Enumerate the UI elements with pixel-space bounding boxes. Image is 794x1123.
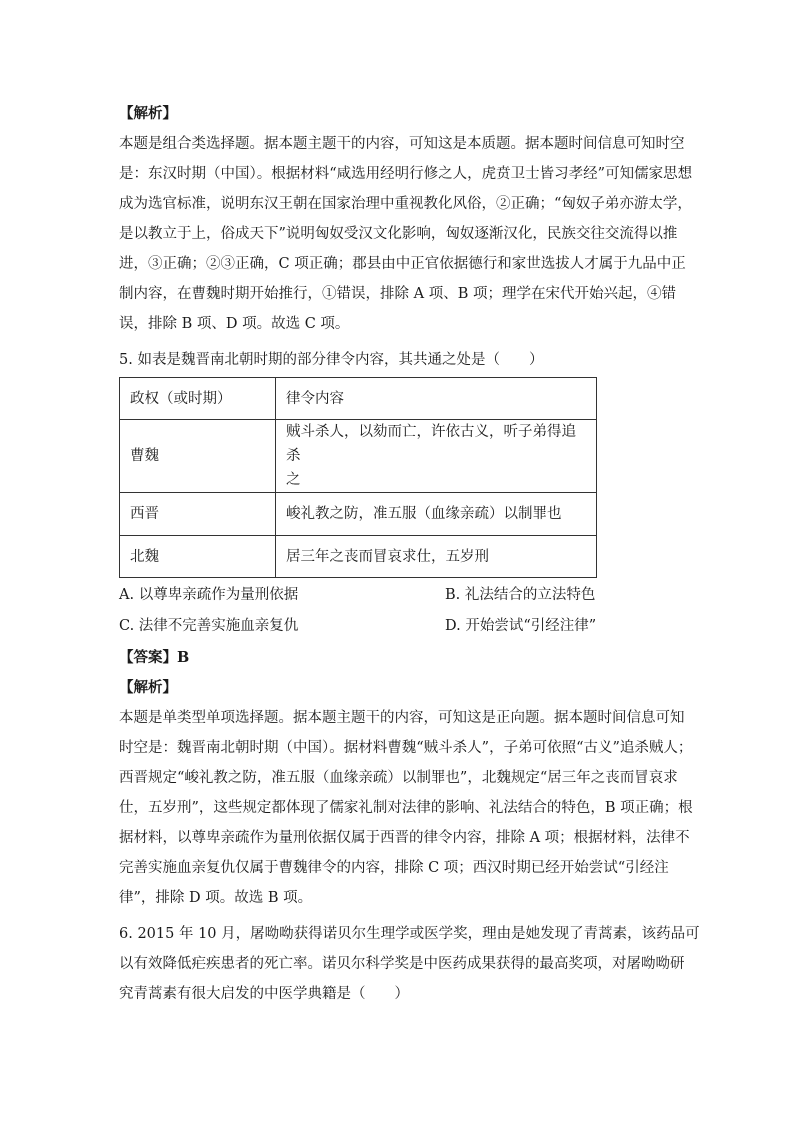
- content-cell: 居三年之丧而冒哀求仕，五岁刑: [276, 536, 597, 578]
- option-a: A. 以尊卑亲疏作为量刑依据: [119, 587, 299, 603]
- content-cell: 峻礼教之防，准五服（血缘亲疏）以制罪也: [276, 493, 597, 536]
- analysis-line: 进，③正确；②③正确，C 项正确；郡县由中正官依据德行和家世选拔人才属于九品中正: [119, 256, 686, 272]
- analysis-line: 制内容，在曹魏时期开始推行，①错误，排除 A 项、B 项；理学在宋代开始兴起，④错: [119, 286, 676, 302]
- option-b: B. 礼法结合的立法特色: [445, 587, 596, 603]
- table-header-cell: 政权（或时期）: [120, 378, 276, 420]
- question-stem: 究青蒿素有很大启发的中医学典籍是（ ）: [119, 986, 409, 1002]
- content-line: 贼斗杀人，以劾而亡，许依古义，听子弟得追杀: [286, 424, 576, 464]
- analysis-line: 是以教立于上，俗成天下”说明匈奴受汉文化影响，匈奴逐渐汉化，民族交往交流得以推: [119, 226, 678, 242]
- analysis-line: 本题是单类型单项选择题。据本题主题干的内容，可知这是正向题。据本题时间信息可知: [119, 710, 685, 726]
- analysis-line: 律”，排除 D 项。故选 B 项。: [119, 890, 313, 906]
- analysis-line: 仕，五岁刑”，这些规定都体现了儒家礼制对法律的影响、礼法结合的特色，B 项正确；根: [119, 800, 693, 816]
- analysis-heading: 【解析】: [119, 679, 177, 696]
- analysis-heading: 【解析】: [119, 105, 177, 122]
- question-stem: 以有效降低疟疾患者的死亡率。诺贝尔科学奖是中医药成果获得的最高奖项，对屠呦呦研: [119, 956, 685, 972]
- regime-cell: 曹魏: [120, 420, 276, 493]
- analysis-line: 成为选官标准，说明东汉王朝在国家治理中重视教化风俗，②正确；“匈奴子弟亦游太学，: [119, 196, 692, 212]
- content-cell: [276, 420, 597, 493]
- table-row: [120, 420, 597, 493]
- analysis-line: 时空是：魏晋南北朝时期（中国）。据材料曹魏“贼斗杀人”，子弟可依照“古义”追杀贼人；: [119, 740, 693, 756]
- regime-cell: 西晋: [120, 493, 276, 536]
- question-stem: 6. 2015 年 10 月，屠呦呦获得诺贝尔生理学或医学奖，理由是她发现了青蒿素，该药品可: [119, 926, 700, 942]
- analysis-line: 据材料，以尊卑亲疏作为量刑依据仅属于西晋的律令内容，排除 A 项；根据材料，法律不: [119, 830, 690, 846]
- analysis-line: 本题是组合类选择题。据本题主题干的内容，可知这是本质题。据本题时间信息可知时空: [119, 136, 685, 152]
- analysis-line: 完善实施血亲复仇仅属于曹魏律令的内容，排除 C 项；西汉时期已经开始尝试“引经注: [119, 860, 669, 876]
- table-header-row: [120, 378, 597, 420]
- regime-cell: 北魏: [120, 536, 276, 578]
- table-header-cell: 律令内容: [276, 378, 597, 420]
- analysis-line: 误，排除 B 项、D 项。故选 C 项。: [119, 316, 350, 332]
- option-c: C. 法律不完善实施血亲复仇: [119, 618, 299, 634]
- analysis-line: 是：东汉时期（中国）。根据材料“咸选用经明行修之人，虎贲卫士皆习孝经”可知儒家思想: [119, 166, 693, 182]
- option-d: D. 开始尝试“引经注律”: [445, 618, 597, 634]
- question-stem: 5. 如表是魏晋南北朝时期的部分律令内容，其共通之处是（ ）: [119, 352, 544, 368]
- answer-label: 【答案】B: [119, 649, 190, 666]
- law-table: [119, 377, 597, 578]
- table-row: [120, 493, 597, 536]
- analysis-line: 西晋规定“峻礼教之防，准五服（血缘亲疏）以制罪也”，北魏规定“居三年之丧而冒哀求: [119, 770, 678, 786]
- content-line: 之: [286, 472, 301, 488]
- table-row: [120, 536, 597, 578]
